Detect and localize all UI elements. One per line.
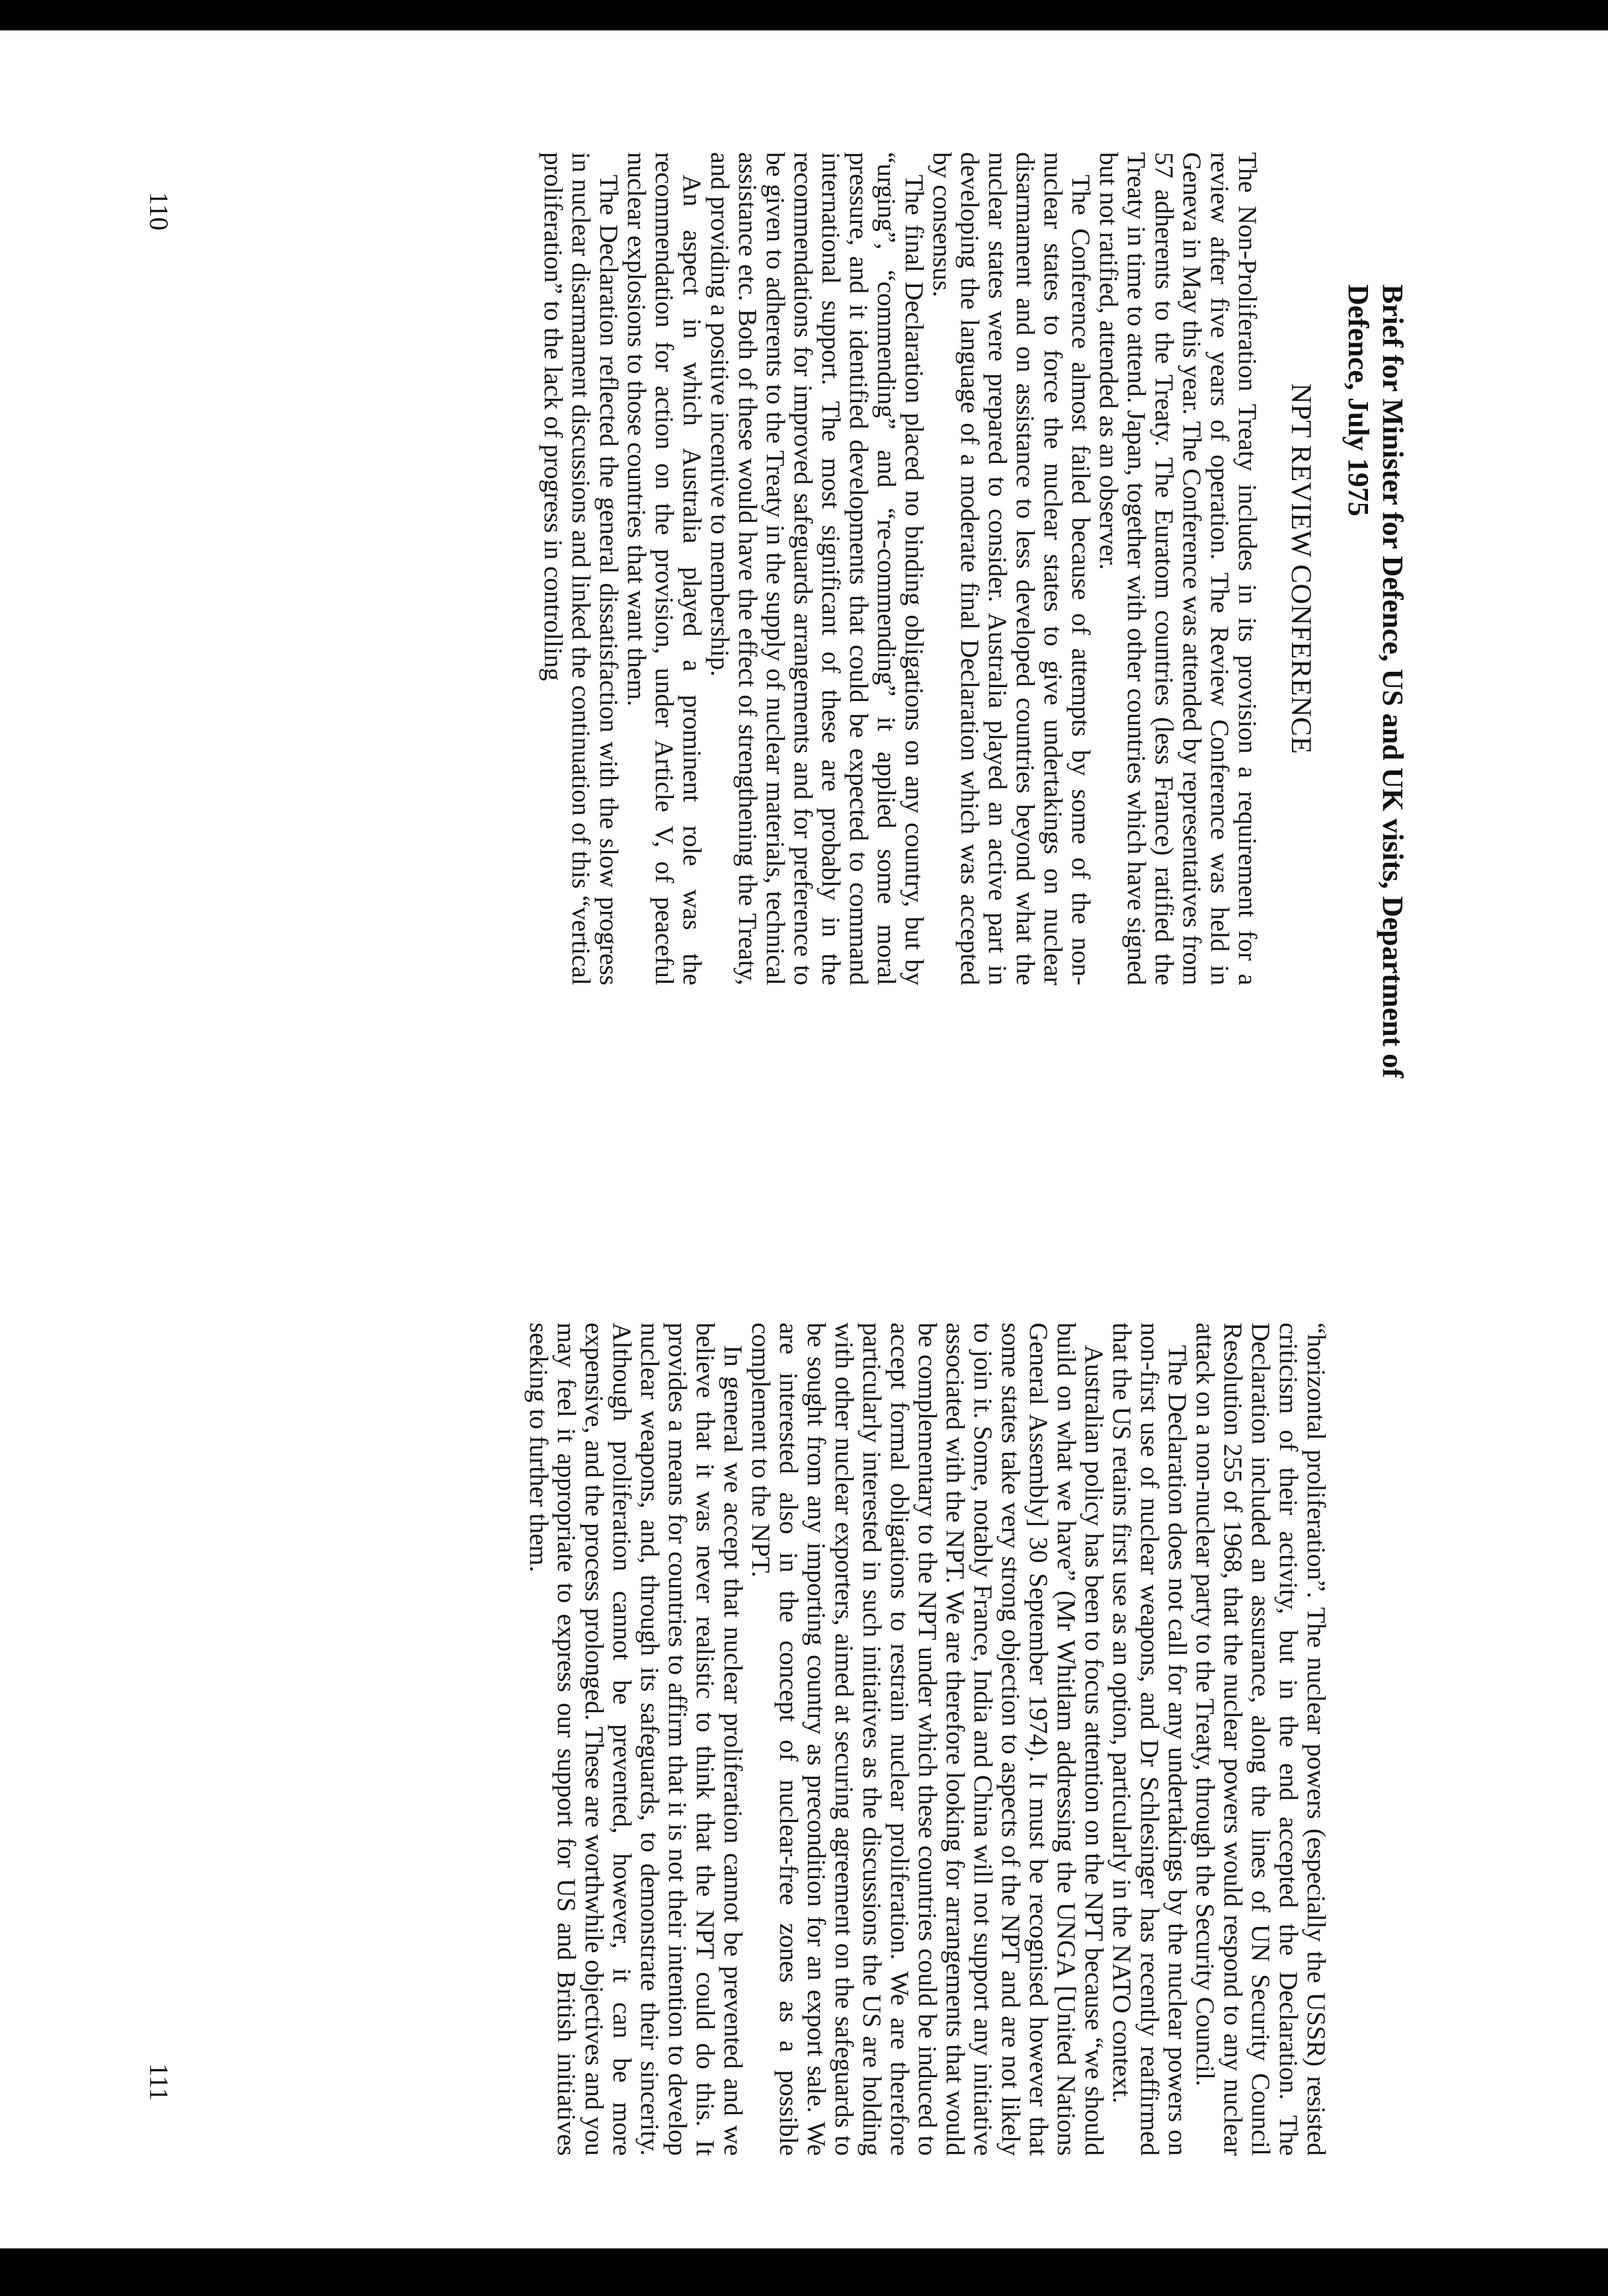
paragraph: The Conference almost failed because of attempts by some of the non-nuclear states to force the nuclear states to give undertakings on nuclear disarmament and on assistance to less developed countries beyond what the nuclear states were prepared to consider. Australia played an active part in developing the language of a moderate final Declaration which was accepted by consensus. (928, 152, 1096, 985)
paragraph: The final Declaration placed no binding obligations on any country, but by “urging”, “commending” and “re-commending” it applied some moral pressure, and it identified developments that could be expected to command international support. The most significant of these are probably in the recommendations for improved safeguards arrangements and for preference to be given to adherents to the Treaty in the supply of nuclear materials, technical assistance etc. Both of these would have the effect of strengthening the Treaty, and providing a positive incentive to membership. (705, 152, 929, 985)
paragraph: The Declaration does not call for any undertakings by the nuclear powers on non-first use of nuclear weapons, and Dr Schlesinger has recently reaffirmed that the US retains first use as an option, particularly in the NATO context. (1107, 1323, 1192, 2156)
left-page-body (540, 152, 1262, 985)
right-page-body (525, 1323, 1330, 2156)
paragraph: The Non-Proliferation Treaty includes in its provision a requirement for a review after five years of operation. The Review Conference was held in Geneva in May this year. The Conference was attended by representatives from 57 adherents to the Treaty. The Euratom countries (less France) ratified the Treaty in time to attend. Japan, together with other countries which have signed but not ratified, attended as an observer. (1094, 152, 1262, 985)
document-header: Brief for Minister for Defence, US and UK visits, Department of Defence, July 1975 (1342, 284, 1409, 1079)
paragraph: “horizontal proliferation”. The nuclear powers (especially the USSR) resisted criticism of their activity, but in the end accepted the Declaration. The Declaration included an assurance, along the lines of UN Security Council Resolution 255 of 1968, that the nuclear powers would respond to any nuclear attack on a non-nuclear party to the Treaty, through the Security Council. (1191, 1323, 1331, 2156)
page-number: 111 (144, 2063, 174, 2102)
section-title: NPT REVIEW CONFERENCE (1285, 383, 1316, 755)
paragraph: The Declaration reflected the general dissatisfaction with the slow progress in nuclear disarmament discussions and linked the continuation of this “vertical proliferation” to the lack of progress in controlling (539, 152, 623, 985)
paragraph: Australian policy has been to focus attention on the NPT because “we should build on what we have” (Mr Whitlam addressing the UNGA [United Nations General Assembly] 30 September 1974). It must be recognised however that some states take very strong objection to aspects of the NPT and are not likely to join it. Some, notably France, India and China will not support any initiative associated with the NPT. We are therefore looking for arrangements that would be complementary to the NPT under which these countries could be induced to accept formal obligations to restrain nuclear proliferation. We are therefore particularly interested in such initiatives as the discussions the US are holding with other nuclear exporters, aimed at securing agreement on the safeguards to be sought from any importing country as precondition for an export sale. We are interested also in the concept of nuclear-free zones as a possible complement to the NPT. (746, 1323, 1109, 2156)
paragraph: In general we accept that nuclear proliferation cannot be prevented and we believe that it was never realistic to think that the NPT could do this. It provides a means for countries to affirm that it is not their intention to develop nuclear weapons, and, through its safeguards, to demonstrate their sincerity. Although proliferation cannot be prevented, however, it can be more expensive, and the process prolonged. These are worthwhile objectives and you may feel it appropriate to express our support for US and British initiatives seeking to further them. (524, 1323, 748, 2156)
page-number: 110 (144, 192, 174, 231)
paragraph: An aspect in which Australia played a prominent role was the recommendation for action on the provision, under Article V, of peaceful nuclear explosions to those countries that want them. (622, 152, 707, 985)
